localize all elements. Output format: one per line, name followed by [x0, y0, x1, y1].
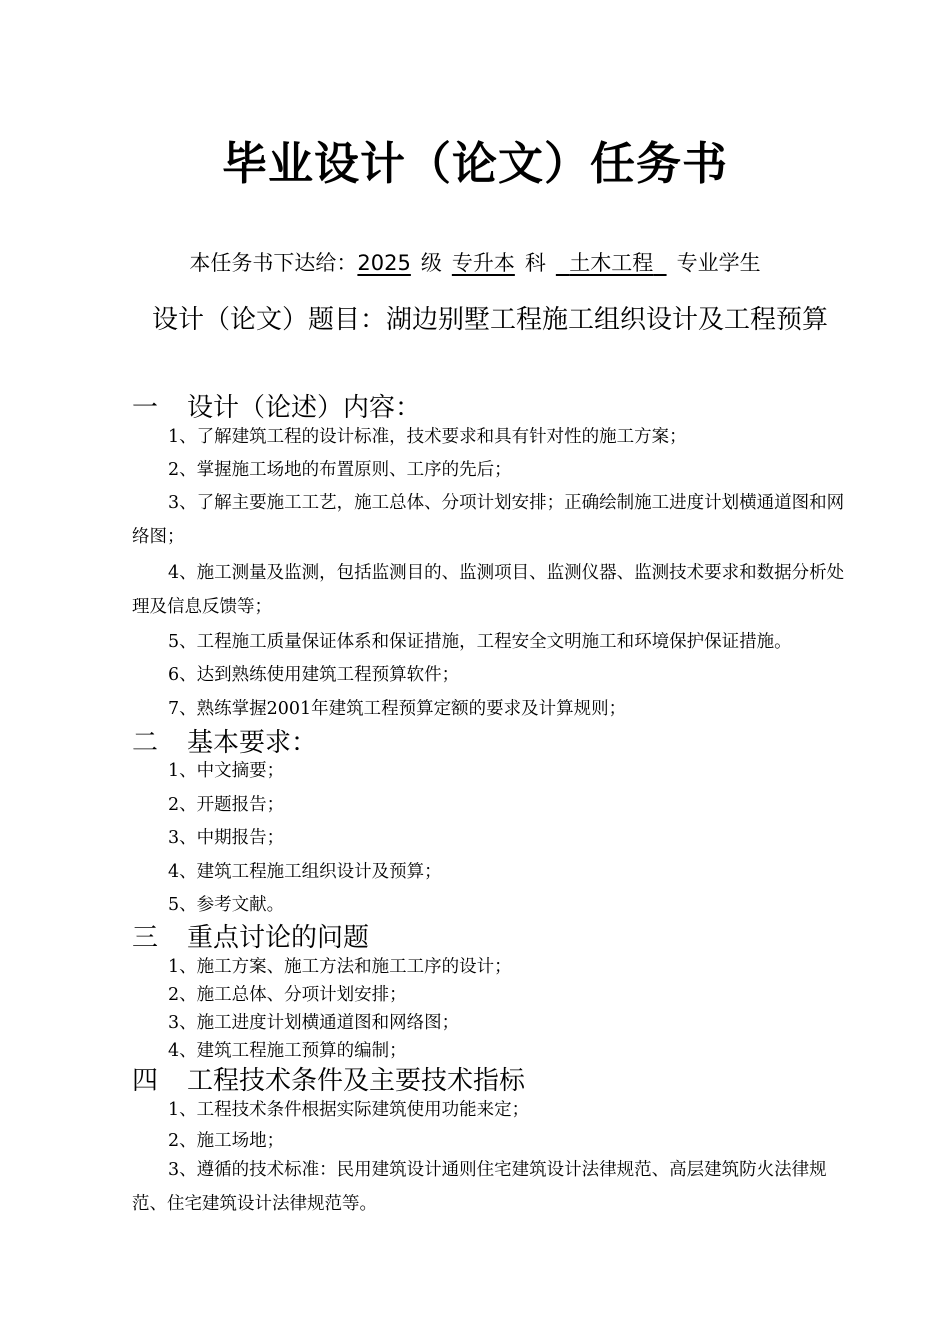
list-item: 1、施工方案、施工方法和施工工序的设计； [168, 957, 512, 977]
thesis-topic: 设计（论文）题目：湖边别墅工程施工组织设计及工程预算 [151, 305, 828, 335]
section-heading-1 [132, 393, 421, 423]
list-item: 1、中文摘要； [168, 761, 285, 781]
section-heading-3 [132, 923, 369, 953]
list-item: 2、开题报告； [168, 795, 285, 815]
assignment-level-label: 科 [524, 251, 546, 275]
document-title: 毕业设计（论文）任务书 [221, 137, 728, 190]
section-number: 一 [132, 393, 159, 423]
section-title: 设计（论述）内容： [187, 393, 422, 423]
list-item: 3、中期报告； [168, 828, 285, 848]
list-item: 6、达到熟练使用建筑工程预算软件； [168, 665, 460, 685]
assignment-suffix: 专业学生 [676, 251, 761, 275]
section-title: 基本要求： [187, 728, 318, 758]
list-item: 3、了解主要施工工艺，施工总体、分项计划安排；正确绘制施工进度计划横通道图和网络图； [132, 493, 845, 547]
assignment-line [0, 248, 950, 278]
assignment-year: 2025 [357, 251, 411, 275]
list-item: 4、建筑工程施工预算的编制； [168, 1041, 407, 1061]
list-item: 5、参考文献。 [168, 895, 285, 915]
section-number: 四 [132, 1066, 159, 1096]
list-item: 4、施工测量及监测，包括监测目的、监测项目、监测仪器、监测技术要求和数据分析处理及信息反馈等； [132, 563, 845, 617]
list-item: 3、施工进度计划横通道图和网络图； [168, 1013, 460, 1033]
list-item: 2、施工总体、分项计划安排； [168, 985, 407, 1005]
section-heading-4 [132, 1066, 525, 1096]
section-title: 工程技术条件及主要技术指标 [187, 1066, 526, 1096]
section-number: 三 [132, 923, 159, 953]
list-item: 5、工程施工质量保证体系和保证措施，工程安全文明施工和环境保护保证措施。 [168, 632, 792, 652]
list-item: 7、熟练掌握2001年建筑工程预算定额的要求及计算规则； [168, 699, 627, 719]
assignment-prefix: 本任务书下达给： [189, 251, 358, 275]
section-title: 重点讨论的问题 [187, 923, 370, 953]
list-item: 4、建筑工程施工组织设计及预算； [168, 862, 442, 882]
list-item: 1、了解建筑工程的设计标准，技术要求和具有针对性的施工方案； [168, 427, 687, 447]
list-item: 2、施工场地； [168, 1131, 285, 1151]
assignment-major: 土木工程 [569, 251, 654, 275]
section-number: 二 [132, 728, 159, 758]
assignment-level: 专升本 [451, 251, 515, 275]
assignment-grade-label: 级 [420, 251, 442, 275]
list-item: 1、工程技术条件根据实际建筑使用功能来定； [168, 1100, 530, 1120]
list-item: 3、遵循的技术标准：民用建筑设计通则住宅建筑设计法律规范、高层建筑防火法律规范、住宅建筑设计法律规范等。 [132, 1160, 827, 1214]
list-item: 2、掌握施工场地的布置原则、工序的先后； [168, 460, 512, 480]
